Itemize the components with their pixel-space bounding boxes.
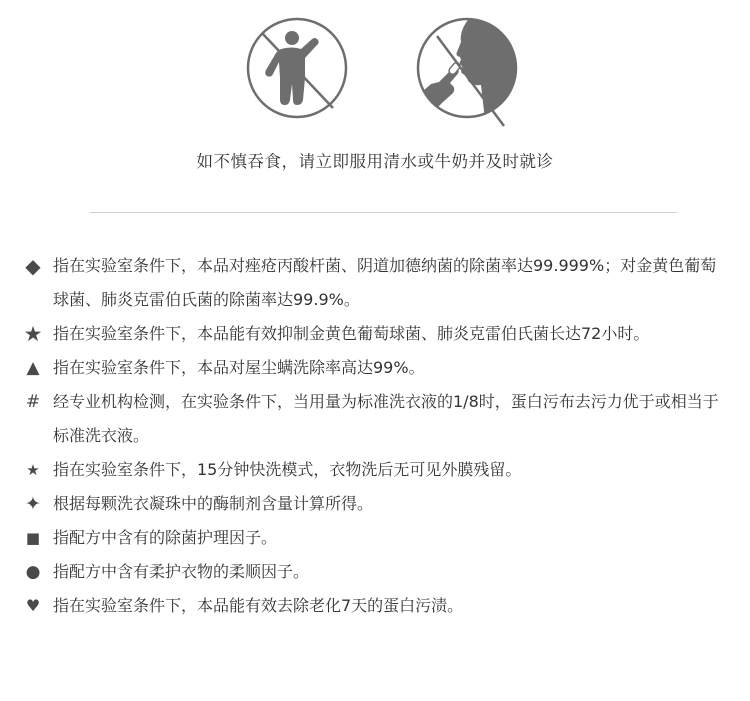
footnote-item [0, 487, 750, 521]
hash-icon: # [25, 392, 41, 412]
footnote-item [0, 521, 750, 555]
triangle-icon: ▲ [26, 358, 40, 378]
star-icon: ★ [23, 322, 43, 346]
footnote-item [0, 453, 750, 487]
divider [90, 212, 677, 213]
footnote-item [0, 555, 750, 589]
warning-text: 如不慎吞食，请立即服用清水或牛奶并及时就诊 [196, 152, 554, 171]
square-icon: ■ [25, 529, 41, 547]
no-children-icon [245, 16, 349, 120]
footnote-item [0, 385, 750, 453]
footnote-item [0, 249, 750, 317]
heart-icon: ♥ [25, 596, 41, 615]
footnote-text: 根据每颗洗衣凝珠中的酶制剂含量计算所得。 [53, 494, 374, 513]
footnote-item [0, 317, 750, 351]
diamond-icon: ◆ [25, 254, 41, 278]
footnote-text: 指在实验室条件下，本品对屋尘螨洗除率高达99%。 [53, 358, 425, 377]
footnote-text: 经专业机构检测，在实验条件下，当用量为标准洗衣液的1/8时，蛋白污布去污力优于或相当于标准洗衣液。 [53, 392, 719, 445]
footnote-list [0, 249, 750, 623]
circle-icon: ● [25, 562, 41, 582]
footnote-text: 指在实验室条件下，15分钟快洗模式，衣物洗后无可见外膜残留。 [53, 460, 522, 479]
footnote-text: 指配方中含有的除菌护理因子。 [53, 528, 278, 547]
footnote-text: 指在实验室条件下，本品能有效去除老化7天的蛋白污渍。 [53, 596, 464, 615]
warning-icons [0, 16, 750, 128]
footnote-text: 指配方中含有柔护衣物的柔顺因子。 [53, 562, 310, 581]
footnote-text: 指在实验室条件下，本品对痤疮丙酸杆菌、阴道加德纳菌的除菌率达99.999%；对金黄色葡萄球菌、肺炎克雷伯氏菌的除菌率达99.9%。 [53, 256, 717, 309]
footnote-text: 指在实验室条件下，本品能有效抑制金黄色葡萄球菌、肺炎克雷伯氏菌长达72小时。 [53, 324, 650, 343]
footnote-item [0, 589, 750, 623]
footnote-item [0, 351, 750, 385]
small-star-icon: ★ [26, 461, 40, 479]
no-ingestion-icon [415, 16, 521, 128]
four-point-star-icon: ✦ [25, 493, 41, 515]
